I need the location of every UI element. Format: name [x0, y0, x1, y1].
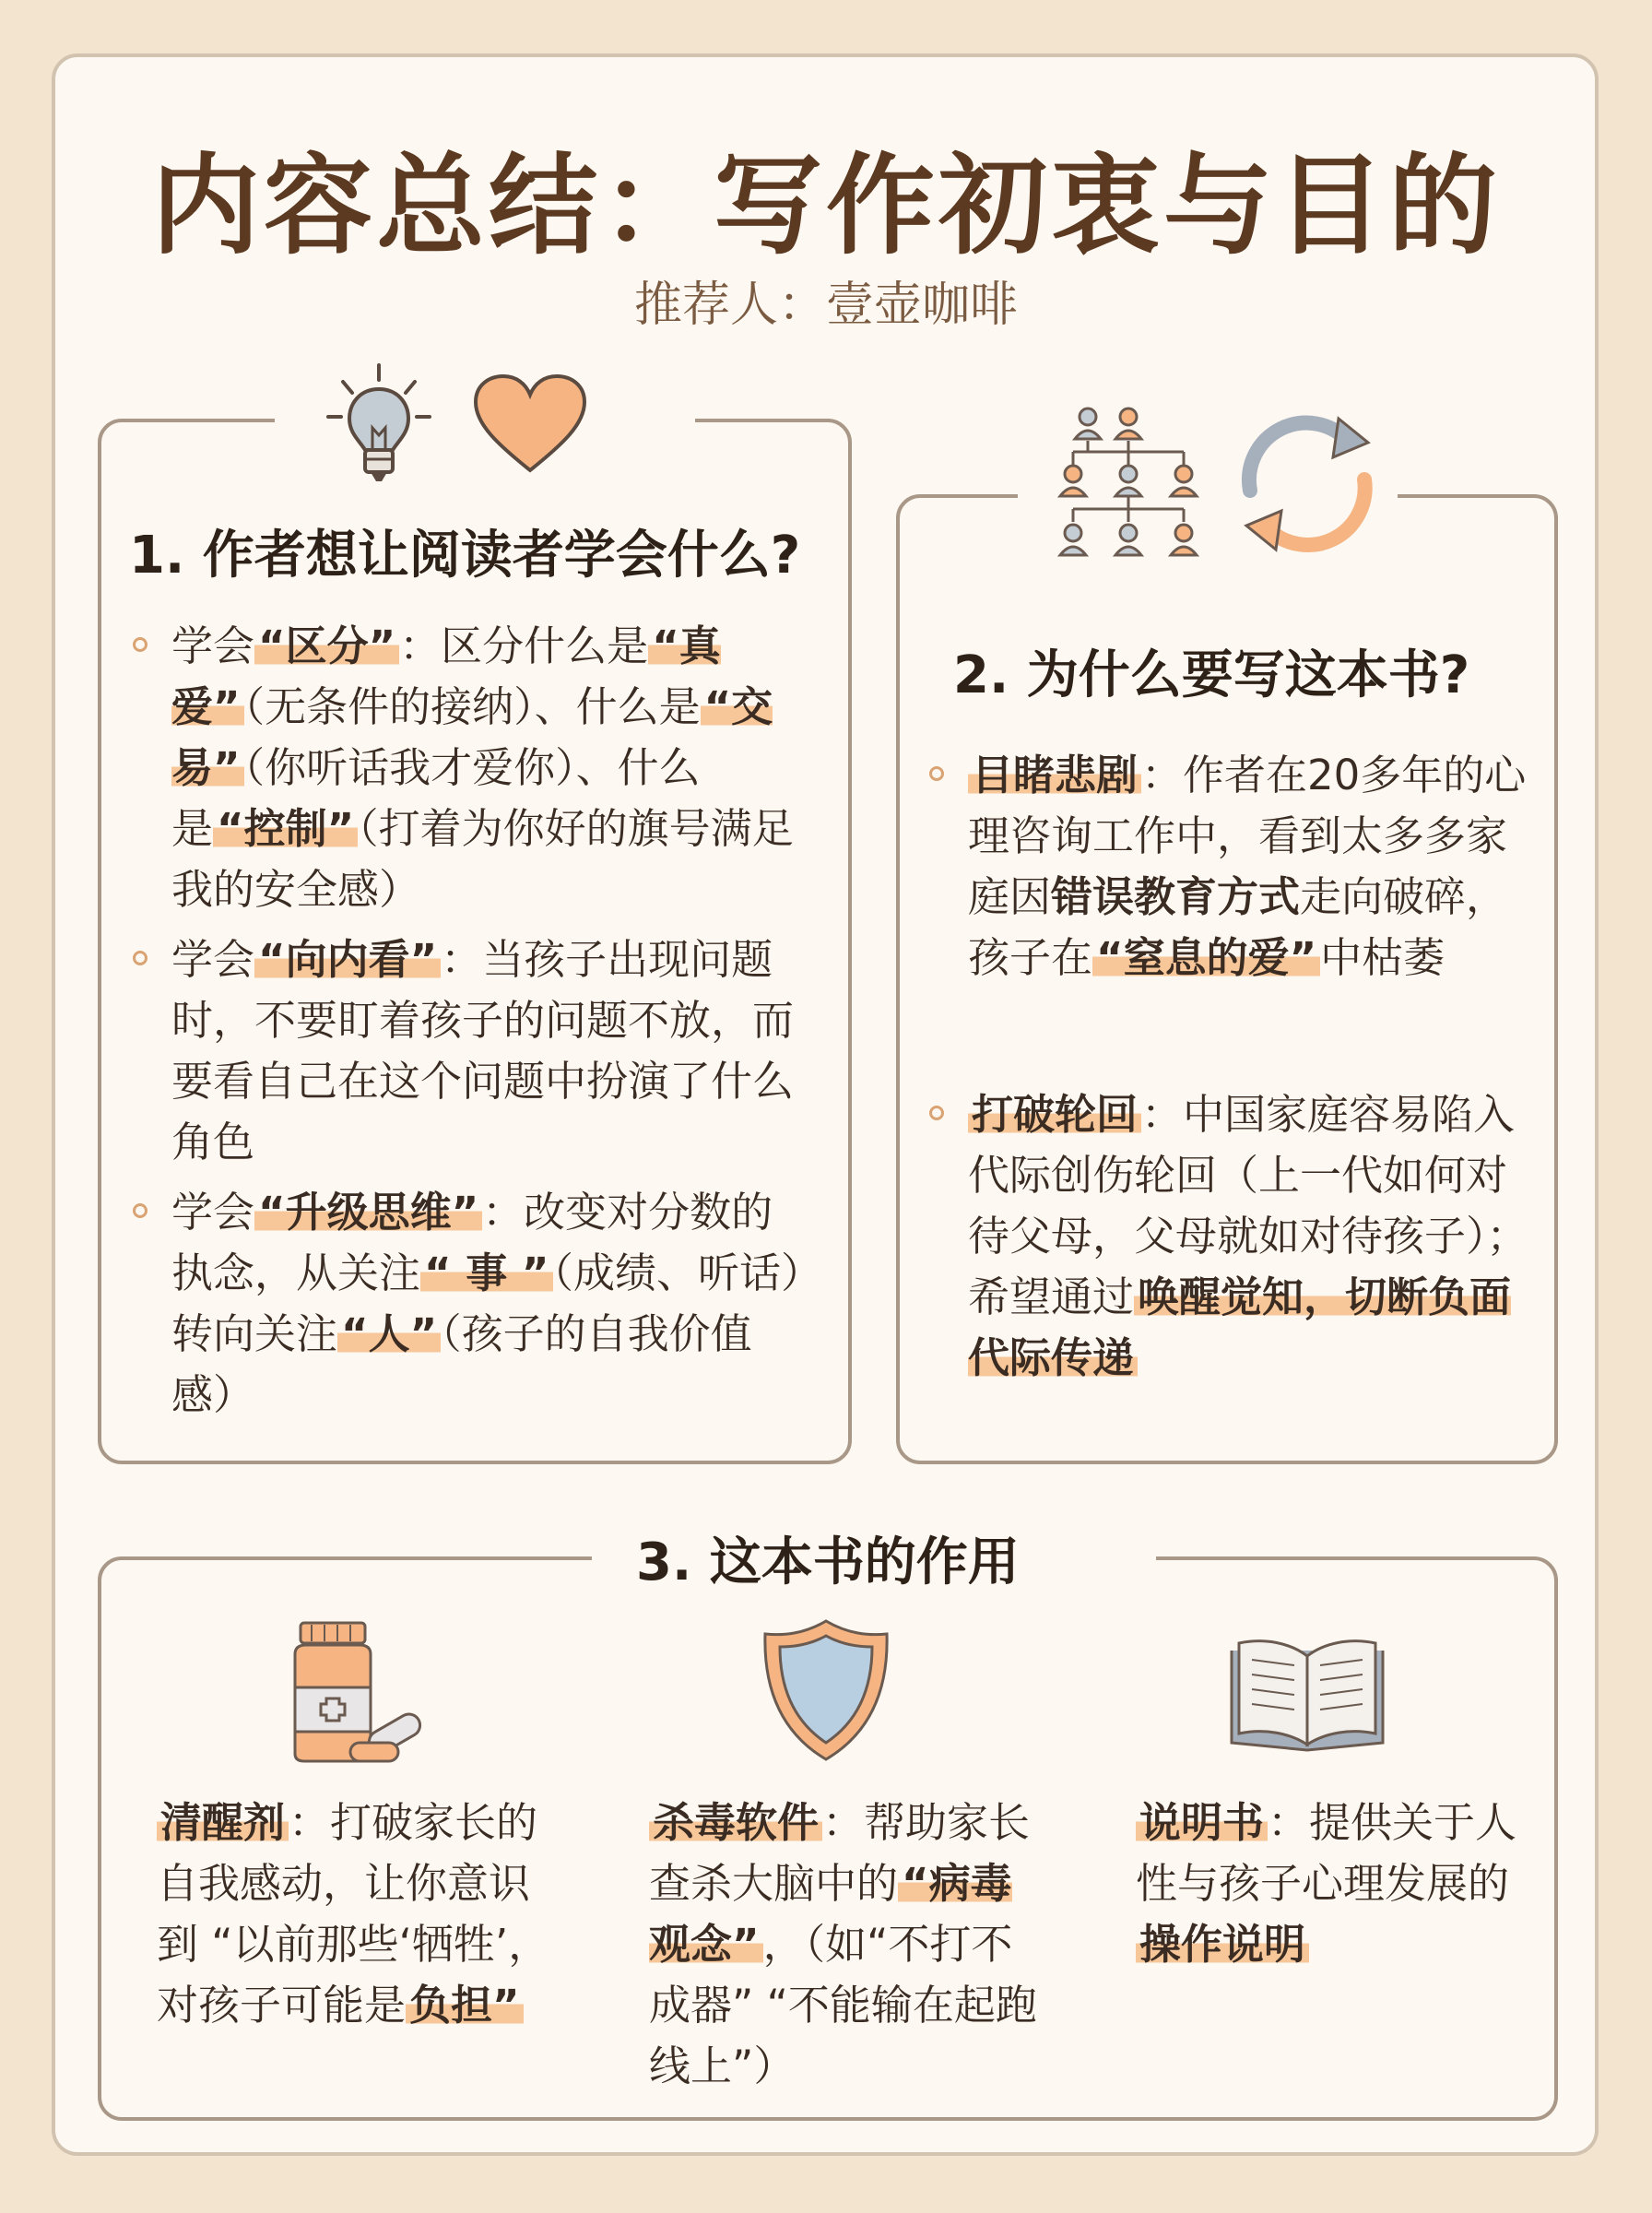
bullet-icon: [929, 1106, 944, 1120]
section1-list: [129, 616, 813, 1435]
bullet-icon: [133, 1203, 148, 1218]
effect-column-1: 清醒剂：打破家长的自我感动，让你意识到 “以前那些‘牺牲’，对孩子可能是负担”: [157, 1798, 550, 2030]
section2-title: 2. 为什么要写这本书?: [953, 645, 1470, 705]
title-wrap: [0, 118, 1652, 275]
section3-title: 3. 这本书的作用: [636, 1533, 1020, 1592]
bullet-icon: [133, 637, 148, 652]
effect-column-2: 杀毒软件：帮助家长查杀大脑中的“病毒观念”，（如“不打不成器” “不能输在起跑线上”）: [649, 1798, 1037, 2090]
open-book-icon: [1222, 1627, 1392, 1761]
list-item: 打破轮回：中国家庭容易陷入代际创伤轮回（上一代如何对待父母，父母就如对待孩子）；希望通过唤醒觉知，切断负面代际传递: [926, 1084, 1534, 1389]
medicine-bottle-icon: [282, 1619, 426, 1767]
page-title: 内容总结：写作初衷与目的: [124, 118, 1528, 275]
list-item: 学会“升级思维”：改变对分数的执念，从关注“ 事 ”（成绩、听话）转向关注“人”（孩子的自我价值感）: [129, 1182, 813, 1426]
list-item: 学会“向内看”：当孩子出现问题时，不要盯着孩子的问题不放，而要看自己在这个问题中扮演了什么角色: [129, 929, 813, 1173]
section1-title: 1. 作者想让阅读者学会什么?: [129, 526, 801, 586]
bullet-icon: [929, 766, 944, 781]
family-tree-icon: [1055, 404, 1202, 570]
section2-list: [926, 745, 1534, 1398]
list-item: 目睹悲剧：作者在20多年的心理咨询工作中，看到太多多家庭因错误教育方式走向破碎，孩子在“窒息的爱”中枯萎: [926, 745, 1534, 988]
bullet-icon: [133, 951, 148, 965]
list-item: 学会“区分”：区分什么是“真爱”（无条件的接纳）、什么是“交易”（你听话我才爱你）、什么是“控制”（打着为你好的旗号满足我的安全感）: [129, 616, 813, 920]
effect-column-3: 说明书：提供关于人性与孩子心理发展的操作说明: [1136, 1798, 1517, 1969]
cycle-arrows-icon: [1230, 406, 1385, 562]
heart-icon: [470, 371, 590, 478]
page-subtitle: 推荐人：壹壶咖啡: [633, 278, 1018, 333]
shield-icon: [758, 1615, 894, 1765]
lightbulb-icon: [324, 361, 433, 487]
